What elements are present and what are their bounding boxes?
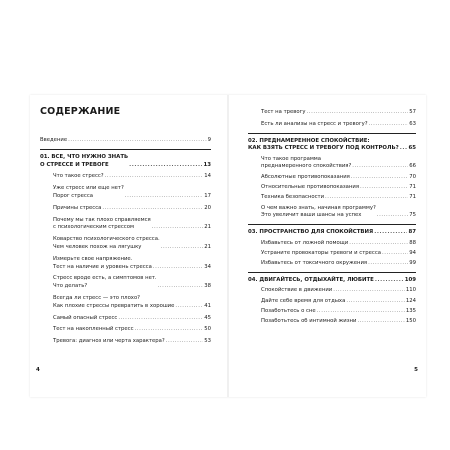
toc-entry: Есть ли анализы на стресс и тревогу? ..... 63 <box>248 121 416 129</box>
toc-entry: Относительные противопоказания ..... 71 <box>248 184 416 192</box>
toc-entry: Почему мы так плохо справляемся с психологическим стрессом ..... 21 <box>40 217 211 233</box>
toc-entry: Уже стресс или еще нет? Порог стресса ..... 17 <box>40 185 211 201</box>
toc-entry: Что такое программа преднамеренного спокойствия? ..... 66 <box>248 156 416 172</box>
toc-entry: Избавьтесь от токсичного окружения ..... 99 <box>248 260 416 268</box>
toc-entry: Коварство психологического стресса. Чем человек похож на лягушку ..... 21 <box>40 236 211 252</box>
chapter-divider <box>248 272 416 273</box>
toc-entry: О чем важно знать, начиная программу? Это увеличит ваши шансы на успех ..... 75 <box>248 205 416 221</box>
right-toc <box>248 105 416 326</box>
toc-entry: Техника безопасности ..... 71 <box>248 194 416 202</box>
toc-entry: Самый опасный стресс ..... 45 <box>40 315 211 323</box>
page-number: 4 <box>36 367 40 373</box>
left-page <box>30 95 228 397</box>
toc-entry: Позаботьтесь о сне ..... 135 <box>248 308 416 316</box>
left-toc <box>40 137 211 346</box>
toc-entry: Измерьте свое напряжение. Тест на наличие и уровень стресса ..... 34 <box>40 256 211 272</box>
toc-entry: Устраните провокаторы тревоги и стресса ..... 94 <box>248 250 416 258</box>
toc-entry: Спокойствие в движении ..... 110 <box>248 287 416 295</box>
toc-entry: Тревога: диагноз или черта характера? ..... 53 <box>40 338 211 346</box>
toc-entry: Тест на накопленный стресс ..... 50 <box>40 326 211 334</box>
chapter-heading: 02. ПРЕДНАМЕРЕННОЕ СПОКОЙСТВИЕ: КАК ВЗЯТЬ СТРЕСС И ТРЕВОГУ ПОД КОНТРОЛЬ? ..... 65 <box>248 138 416 154</box>
toc-entry-intro: Введение ..... 9 <box>40 137 211 145</box>
toc-entry: Стресс вроде есть, а симптомов нет. Что делать? ..... 38 <box>40 275 211 291</box>
toc-entry: Что такое стресс? ..... 14 <box>40 173 211 181</box>
chapter-heading: 04. ДВИГАЙТЕСЬ, ОТДЫХАЙТЕ, ЛЮБИТЕ ..... 109 <box>248 277 416 285</box>
book-spread <box>30 95 426 397</box>
chapter-divider <box>248 133 416 134</box>
toc-entry: Дайте себе время для отдыха ..... 124 <box>248 298 416 306</box>
page-number: 5 <box>414 367 418 373</box>
chapter-heading: 03. ПРОСТРАНСТВО ДЛЯ СПОКОЙСТВИЯ ..... 87 <box>248 229 416 237</box>
toc-entry: Причины стресса ..... 20 <box>40 205 211 213</box>
chapter-divider <box>248 224 416 225</box>
toc-entry: Избавьтесь от ложной помощи ..... 88 <box>248 240 416 248</box>
toc-entry: Абсолютные противопоказания ..... 70 <box>248 174 416 182</box>
right-page <box>228 95 426 397</box>
chapter-heading: 01. ВСЕ, ЧТО НУЖНО ЗНАТЬ О СТРЕССЕ И ТРЕВОГЕ ..... 13 <box>40 154 211 170</box>
toc-title: СОДЕРЖАНИЕ <box>40 106 121 117</box>
toc-entry: Позаботьтесь об интимной жизни ..... 150 <box>248 318 416 326</box>
toc-entry: Тест на тревогу ..... 57 <box>248 109 416 117</box>
chapter-divider <box>40 149 211 150</box>
toc-entry: Всегда ли стресс — это плохо? Как плохие стрессы превратить в хорошие ..... 41 <box>40 295 211 311</box>
